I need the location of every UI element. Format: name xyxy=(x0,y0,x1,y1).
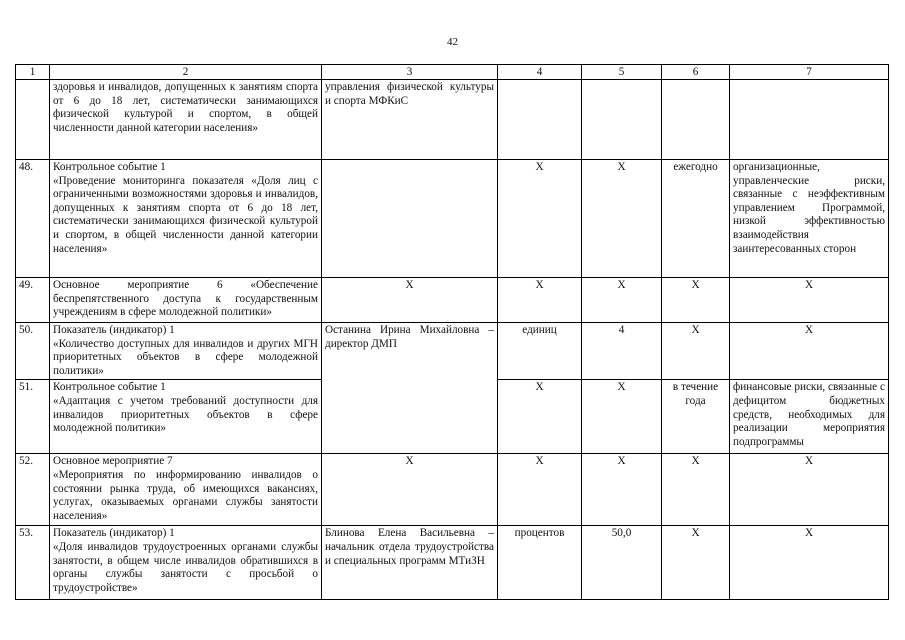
continuation-row xyxy=(16,80,889,160)
row-responsible: Останина Ирина Михайловна – директор ДМП xyxy=(322,323,498,454)
row-value: Х xyxy=(582,454,662,526)
header-cell-1: 1 xyxy=(16,65,50,80)
row-unit: Х xyxy=(498,454,582,526)
row-term: ежегодно xyxy=(662,160,730,278)
table-row xyxy=(16,454,889,526)
header-cell-6: 6 xyxy=(662,65,730,80)
continuation-description: здоровья и инвалидов, допущенных к занятиям спорта от 6 до 18 лет, систематически занимающихся физической культурой и спортом, в общей численности данной категории населения» xyxy=(50,80,322,160)
row-value: Х xyxy=(582,380,662,454)
table-row xyxy=(16,323,889,380)
row-term: Х xyxy=(662,278,730,323)
row-number: 51. xyxy=(16,380,50,454)
row-unit: Х xyxy=(498,278,582,323)
row-risks: Х xyxy=(730,323,889,380)
row-number: 53. xyxy=(16,526,50,600)
row-number: 50. xyxy=(16,323,50,380)
header-cell-5: 5 xyxy=(582,65,662,80)
row-risks: Х xyxy=(730,526,889,600)
row-value: Х xyxy=(582,160,662,278)
table-row xyxy=(16,160,889,278)
table-row xyxy=(16,526,889,600)
row-risks: организационные, управленческие риски, связанные с неэффективным управлением Программой, низкой эффективностью взаимодействия заинтересованных сторон xyxy=(730,160,889,278)
row-description: Основное мероприятие 7 «Мероприятия по информированию инвалидов о состоянии рынка труда, об имеющихся вакансиях, услугах, оказываемых органами службы занятости населения» xyxy=(50,454,322,526)
header-cell-7: 7 xyxy=(730,65,889,80)
row-unit: Х xyxy=(498,380,582,454)
row-description: Основное мероприятие 6 «Обеспечение беспрепятственного доступа к государственным учреждениям в сфере молодежной политики» xyxy=(50,278,322,323)
row-risks: финансовые риски, связанные с дефицитом бюджетных средств, необходимых для реализации мероприятия подпрограммы xyxy=(730,380,889,454)
row-responsible: Блинова Елена Васильевна – начальник отдела трудоустройства и специальных программ МТиЗН xyxy=(322,526,498,600)
row-term: Х xyxy=(662,526,730,600)
row-number: 48. xyxy=(16,160,50,278)
row-unit: процентов xyxy=(498,526,582,600)
row-unit: единиц xyxy=(498,323,582,380)
header-row xyxy=(16,65,889,80)
page-number: 42 xyxy=(447,36,458,48)
row-value: 4 xyxy=(582,323,662,380)
row-term: Х xyxy=(662,323,730,380)
table-row xyxy=(16,278,889,323)
row-number: 52. xyxy=(16,454,50,526)
program-table xyxy=(15,64,889,600)
continuation-responsible: управления физической культуры и спорта МФКиС xyxy=(322,80,498,160)
header-cell-3: 3 xyxy=(322,65,498,80)
row-value: Х xyxy=(582,278,662,323)
row-responsible: Х xyxy=(322,454,498,526)
row-term: в течение года xyxy=(662,380,730,454)
header-cell-4: 4 xyxy=(498,65,582,80)
row-responsible: Х xyxy=(322,278,498,323)
row-risks: Х xyxy=(730,454,889,526)
row-description: Показатель (индикатор) 1 «Доля инвалидов трудоустроенных органами службы занятости, в общем числе инвалидов обратившихся в органы службы занятости с просьбой о трудоустройстве» xyxy=(50,526,322,600)
header-cell-2: 2 xyxy=(50,65,322,80)
row-responsible xyxy=(322,160,498,278)
row-description: Контрольное событие 1 «Адаптация с учетом требований доступности для инвалидов приоритетных объектов в сфере молодежной политики» xyxy=(50,380,322,454)
row-risks: Х xyxy=(730,278,889,323)
row-description: Контрольное событие 1 «Проведение мониторинга показателя «Доля лиц с ограниченными возможностями здоровья и инвалидов, допущенных к занятиям спорта от 6 до 18 лет, систематически занимающихся физической культурой и спортом, в общей численности данной категории населения» xyxy=(50,160,322,278)
row-description: Показатель (индикатор) 1 «Количество доступных для инвалидов и других МГН приоритетных объектов в сфере молодежной политики» xyxy=(50,323,322,380)
row-unit: Х xyxy=(498,160,582,278)
row-term: Х xyxy=(662,454,730,526)
row-value: 50,0 xyxy=(582,526,662,600)
row-number: 49. xyxy=(16,278,50,323)
